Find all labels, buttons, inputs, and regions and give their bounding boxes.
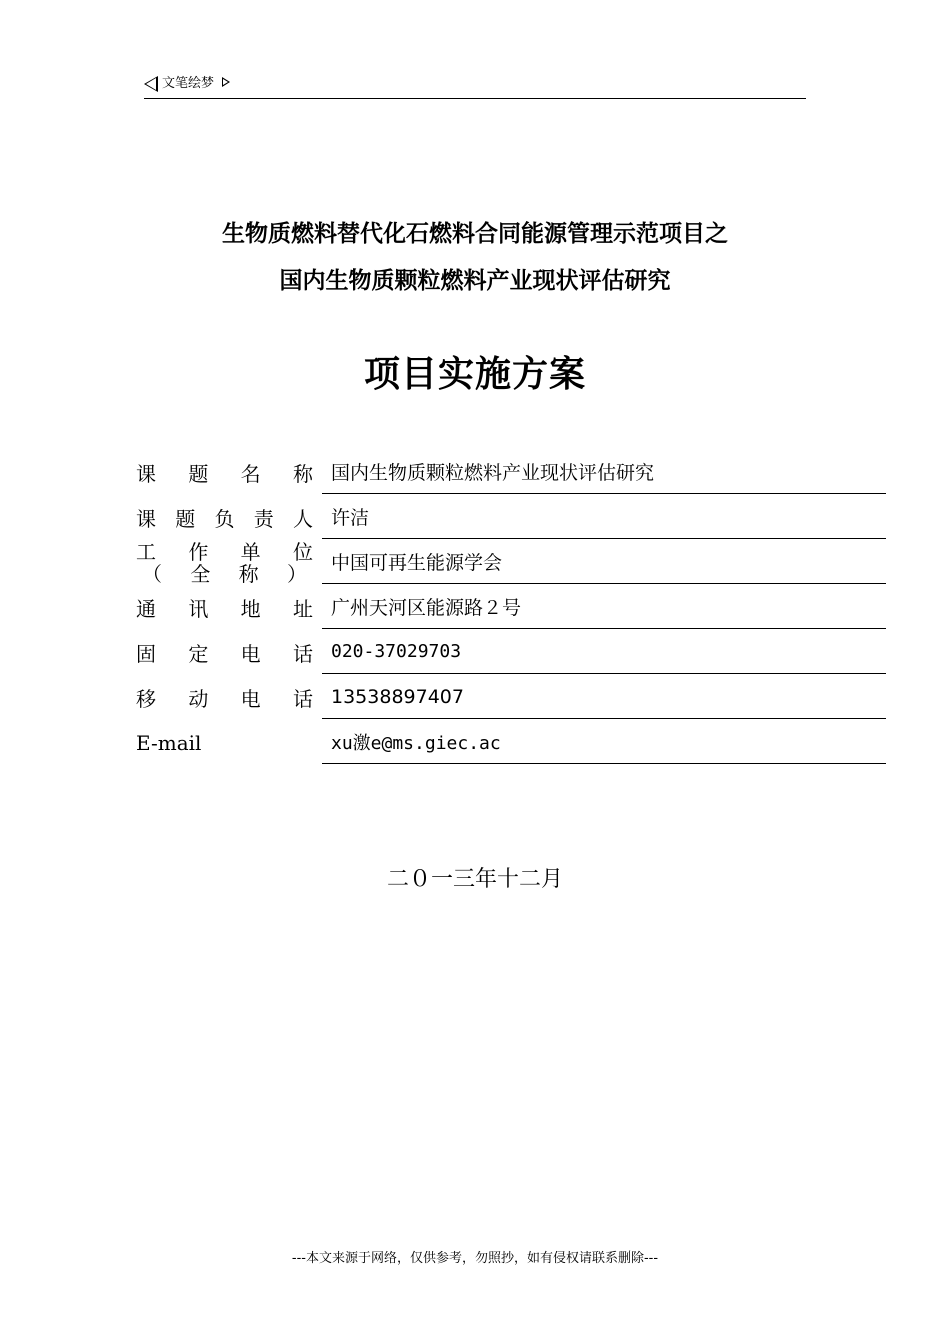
info-row-mobile bbox=[136, 675, 886, 720]
info-value: 许洁 bbox=[322, 495, 886, 539]
header-brand-text: 文笔绘梦 bbox=[162, 76, 215, 91]
header-brand bbox=[144, 74, 230, 94]
info-row-leader bbox=[136, 495, 886, 540]
info-value: 13538897407 bbox=[322, 675, 886, 719]
info-table bbox=[136, 450, 886, 765]
info-label: 移 动 电 话 bbox=[136, 687, 313, 711]
info-value: 国内生物质颗粒燃料产业现状评估研究 bbox=[322, 450, 886, 494]
main-title: 项目实施方案 bbox=[363, 354, 586, 395]
page-header bbox=[144, 74, 806, 99]
triangle-left-icon bbox=[144, 76, 158, 92]
info-label: 课 题 名 称 bbox=[136, 462, 313, 486]
page-footer: ---本文来源于网络，仅供参考，勿照抄，如有侵权请联系删除--- bbox=[291, 1251, 659, 1266]
info-value: 020-37029703 bbox=[322, 630, 886, 674]
info-row-email bbox=[136, 720, 886, 765]
info-value: 中国可再生能源学会 bbox=[322, 540, 886, 584]
title-line-2: 国内生物质颗粒燃料产业现状评估研究 bbox=[279, 268, 671, 294]
info-row-organization bbox=[136, 540, 886, 585]
title-line-1: 生物质燃料替代化石燃料合同能源管理示范项目之 bbox=[222, 221, 728, 247]
info-value: 广州天河区能源路２号 bbox=[322, 585, 886, 629]
triangle-right-icon bbox=[222, 77, 230, 87]
info-value: xu激e@ms.giec.ac bbox=[322, 720, 886, 764]
info-label: E-mail bbox=[136, 730, 202, 755]
info-label: 工 作 单 位 （ 全 称 ） bbox=[136, 539, 313, 586]
info-label: 固 定 电 话 bbox=[136, 642, 313, 666]
info-label: 通 讯 地 址 bbox=[136, 597, 313, 621]
info-label: 课 题 负 责 人 bbox=[136, 507, 313, 531]
document-date: 二０一三年十二月 bbox=[386, 867, 563, 892]
info-row-project-name bbox=[136, 450, 886, 495]
info-row-address bbox=[136, 585, 886, 630]
info-row-landline bbox=[136, 630, 886, 675]
